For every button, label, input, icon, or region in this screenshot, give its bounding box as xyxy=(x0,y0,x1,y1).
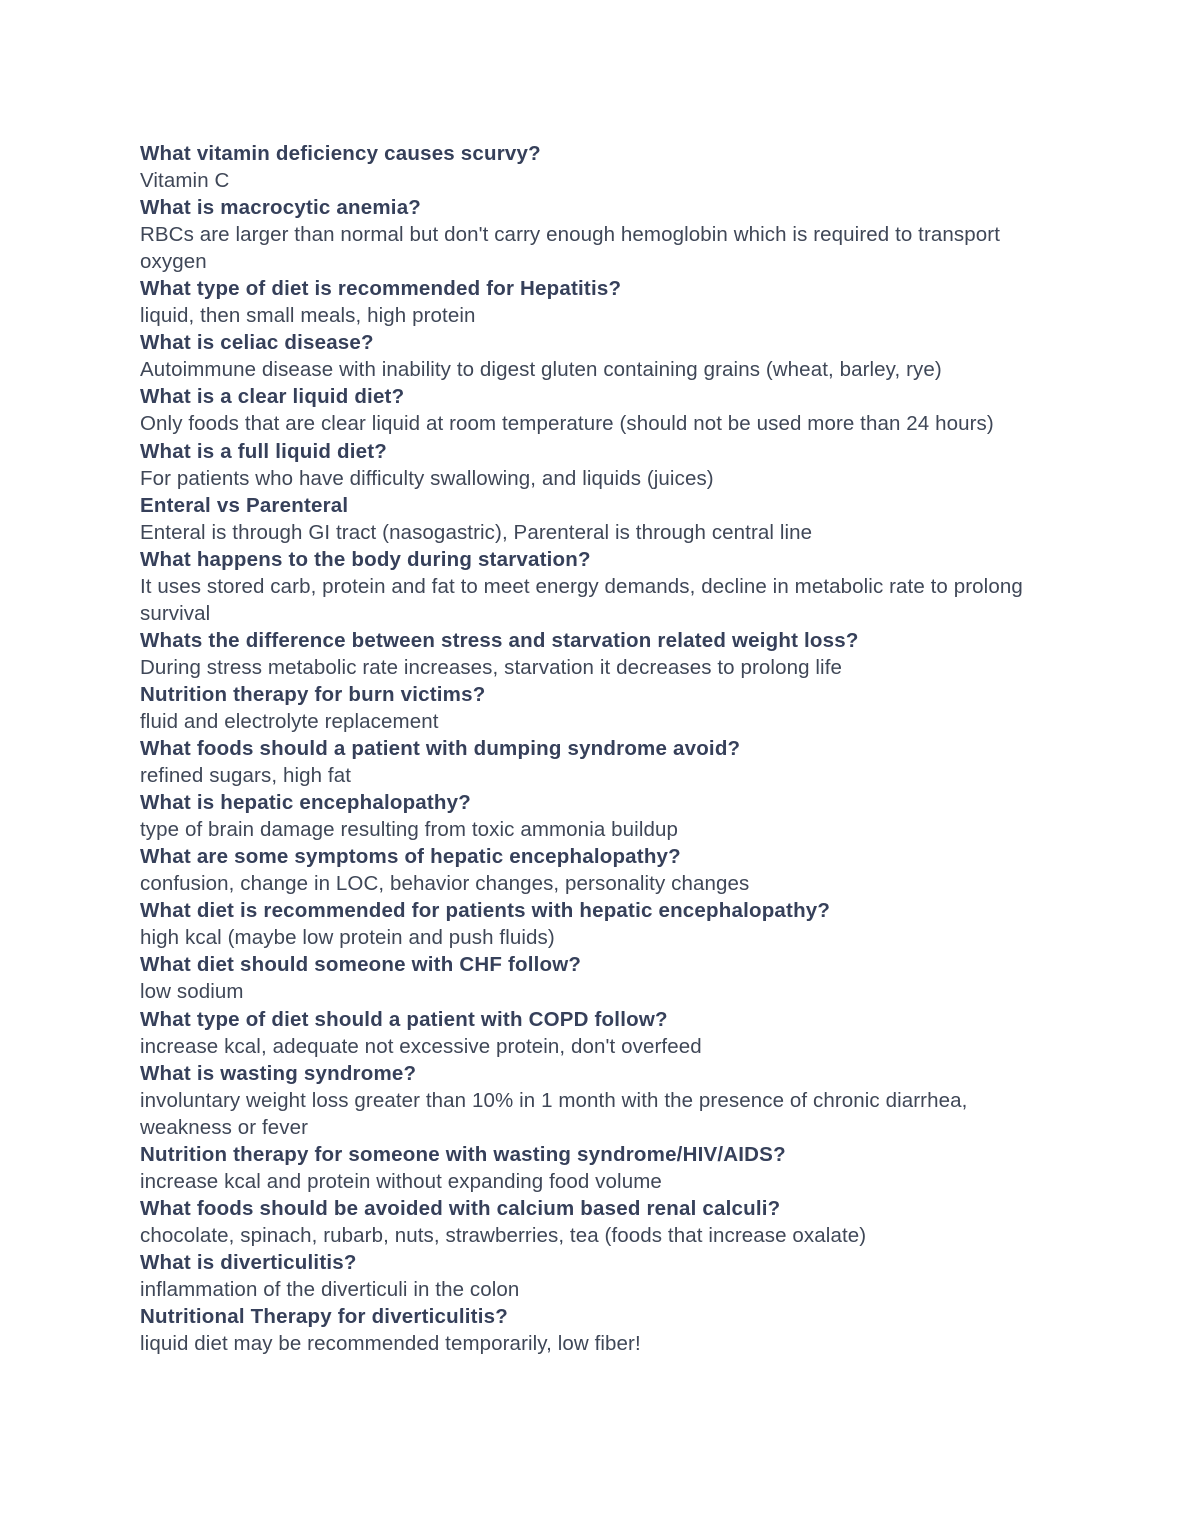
answer-text: Vitamin C xyxy=(140,169,230,193)
answer-text: inflammation of the diverticuli in the colon xyxy=(140,1277,520,1301)
question-text: Nutritional Therapy for diverticulitis? xyxy=(140,1305,508,1329)
answer-text: liquid diet may be recommended temporarily, low fiber! xyxy=(140,1332,641,1356)
question-text: What is wasting syndrome? xyxy=(140,1061,417,1085)
question-text: What type of diet should a patient with COPD follow? xyxy=(140,1007,668,1031)
qa-item xyxy=(140,1249,1050,1303)
question-text: What vitamin deficiency causes scurvy? xyxy=(140,142,541,165)
question-text: What are some symptoms of hepatic encephalopathy? xyxy=(140,845,681,869)
qa-item xyxy=(140,735,1050,789)
question-text: Nutrition therapy for someone with wasting syndrome/HIV/AIDS? xyxy=(140,1142,786,1166)
qa-item xyxy=(140,1195,1050,1249)
answer-text: type of brain damage resulting from toxic ammonia buildup xyxy=(140,818,678,842)
answer-text: increase kcal, adequate not excessive protein, don't overfeed xyxy=(140,1034,702,1058)
question-text: Nutrition therapy for burn victims? xyxy=(140,682,486,706)
qa-item xyxy=(140,789,1050,843)
qa-item xyxy=(140,492,1050,546)
qa-item xyxy=(140,1060,1050,1141)
answer-text: It uses stored carb, protein and fat to meet energy demands, decline in metabolic rate to prolong survival xyxy=(140,574,1023,625)
qa-item xyxy=(140,627,1050,681)
question-text: What diet is recommended for patients with hepatic encephalopathy? xyxy=(140,899,831,923)
answer-text: chocolate, spinach, rubarb, nuts, strawberries, tea (foods that increase oxalate) xyxy=(140,1223,867,1247)
question-text: What is a clear liquid diet? xyxy=(140,385,405,409)
qa-item xyxy=(140,194,1050,275)
answer-text: During stress metabolic rate increases, starvation it decreases to prolong life xyxy=(140,655,843,679)
qa-item xyxy=(140,140,1050,194)
answer-text: low sodium xyxy=(140,980,244,1004)
qa-item xyxy=(140,897,1050,951)
question-text: Whats the difference between stress and starvation related weight loss? xyxy=(140,628,859,652)
question-text: What is a full liquid diet? xyxy=(140,439,387,463)
qa-item xyxy=(140,1141,1050,1195)
answer-text: Only foods that are clear liquid at room temperature (should not be used more than 24 hours) xyxy=(140,412,994,436)
qa-item xyxy=(140,329,1050,383)
answer-text: increase kcal and protein without expanding food volume xyxy=(140,1169,662,1193)
question-text: What foods should be avoided with calcium based renal calculi? xyxy=(140,1196,781,1220)
answer-text: liquid, then small meals, high protein xyxy=(140,304,476,328)
question-text: What is hepatic encephalopathy? xyxy=(140,791,471,815)
qa-item xyxy=(140,1006,1050,1060)
answer-text: high kcal (maybe low protein and push fluids) xyxy=(140,926,555,950)
answer-text: involuntary weight loss greater than 10% in 1 month with the presence of chronic diarrhea, weakness or fever xyxy=(140,1088,968,1139)
answer-text: refined sugars, high fat xyxy=(140,764,352,788)
answer-text: Enteral is through GI tract (nasogastric), Parenteral is through central line xyxy=(140,520,813,544)
question-text: What is celiac disease? xyxy=(140,331,374,355)
question-text: Enteral vs Parenteral xyxy=(140,493,349,517)
qa-item xyxy=(140,383,1050,437)
qa-item xyxy=(140,951,1050,1005)
qa-item xyxy=(140,1303,1050,1357)
qa-item xyxy=(140,681,1050,735)
question-text: What foods should a patient with dumping syndrome avoid? xyxy=(140,737,741,761)
question-text: What is macrocytic anemia? xyxy=(140,196,422,220)
question-text: What diet should someone with CHF follow? xyxy=(140,953,582,977)
question-text: What type of diet is recommended for Hepatitis? xyxy=(140,277,622,301)
question-text: What is diverticulitis? xyxy=(140,1250,357,1274)
answer-text: confusion, change in LOC, behavior changes, personality changes xyxy=(140,872,750,896)
answer-text: Autoimmune disease with inability to digest gluten containing grains (wheat, barley, rye) xyxy=(140,358,942,382)
answer-text: RBCs are larger than normal but don't carry enough hemoglobin which is required to transport oxygen xyxy=(140,223,1000,274)
question-answer-list xyxy=(140,140,1050,1357)
qa-item xyxy=(140,546,1050,627)
qa-item xyxy=(140,843,1050,897)
question-text: What happens to the body during starvation? xyxy=(140,547,591,571)
qa-item xyxy=(140,438,1050,492)
answer-text: For patients who have difficulty swallowing, and liquids (juices) xyxy=(140,466,714,490)
answer-text: fluid and electrolyte replacement xyxy=(140,709,439,733)
qa-item xyxy=(140,275,1050,329)
